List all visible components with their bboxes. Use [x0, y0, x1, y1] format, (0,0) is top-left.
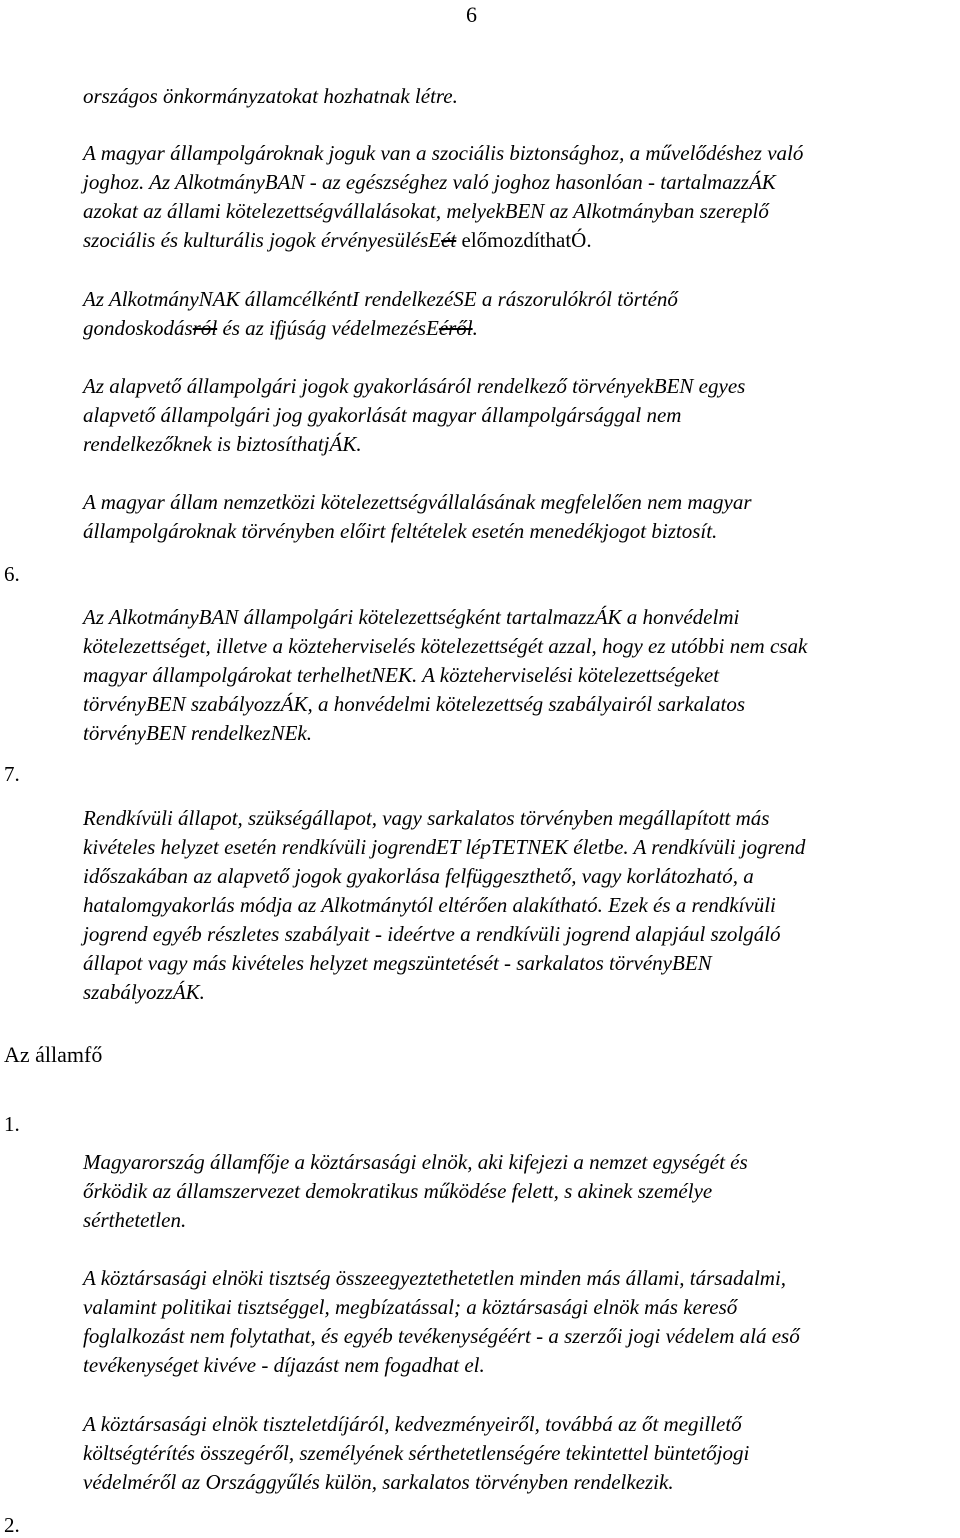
list-marker: 6.: [4, 562, 20, 586]
list-marker: 1.: [4, 1112, 20, 1136]
paragraph: A magyar állampolgároknak joguk van a szociális biztonsághoz, a művelődéshez való joghoz. Az AlkotmányBAN - az egészséghez való joghoz hasonlóan - tartalmazzÁK azokat az állami kötelezettségvállalásokat, melyekBEN az Alkotmányban szereplő szociális és kulturális jogok érvényesülésEét előmozdíthatÓ.: [83, 141, 804, 252]
paragraph: Az AlkotmányBAN állampolgári kötelezettségként tartalmazzÁK a honvédelmi kötelezettséget, illetve a közteherviselés kötelezettségét azzal, hogy ez utóbbi nem csak magyar állampolgárokat terhelhetNEK. A közteherviselési kötelezettségeket törvényBEN szabályozzÁK, a honvédelmi kötelezettség szabályairól sarkalatos törvényBEN rendelkezNEk.: [83, 605, 808, 745]
section-heading: Az államfő: [4, 1042, 103, 1067]
page-number: 6: [466, 2, 477, 27]
paragraph: országos önkormányzatokat hozhatnak létre.: [83, 84, 458, 108]
paragraph: A köztársasági elnöki tisztség összeegyeztethetetlen minden más állami, társadalmi, valamint politikai tisztséggel, megbízatással; a köztársasági elnök más kereső foglalkozást nem folytathat, és egyéb tevékenységéért - a szerzői jogi védelem alá eső tevékenységet kivéve - díjazást nem fogadhat el.: [83, 1266, 800, 1377]
paragraph: Az AlkotmányNAK államcélkéntI rendelkezéSE a rászorulókról történő gondoskodásról és az ifjúság védelmezésEéről.: [83, 287, 678, 340]
list-marker: 7.: [4, 762, 20, 786]
paragraph: A magyar állam nemzetközi kötelezettségvállalásának megfelelően nem magyar állampolgároknak törvényben előirt feltételek esetén menedékjogot biztosít.: [83, 490, 752, 543]
paragraph: Magyarország államfője a köztársasági elnök, aki kifejezi a nemzet egységét és őrködik az államszervezet demokratikus működése felett, s akinek személye sérthetetlen.: [83, 1150, 748, 1232]
list-marker: 2.: [4, 1513, 20, 1537]
paragraph: Az alapvető állampolgári jogok gyakorlásáról rendelkező törvényekBEN egyes alapvető állampolgári jog gyakorlását magyar állampolgársággal nem rendelkezőknek is biztosíthatjÁK.: [83, 374, 746, 456]
paragraph: Rendkívüli állapot, szükségállapot, vagy sarkalatos törvényben megállapított más kivételes helyzet esetén rendkívüli jogrendET lépTETNEK életbe. A rendkívüli jogrend időszakában az alapvető jogok gyakorlása felfüggeszthető, vagy korlátozható, a hatalomgyakorlás módja az Alkotmánytól eltérően alakítható. Ezek és a rendkívüli jogrend egyéb részletes szabályait - ideértve a rendkívüli jogrend alapjául szolgáló állapot vagy más kivételes helyzet megszüntetését - sarkalatos törvényBEN szabályozzÁK.: [83, 806, 806, 1004]
paragraph: A köztársasági elnök tiszteletdíjáról, kedvezményeiről, továbbá az őt megillető költségtérítés összegéről, személyének sérthetetlenségére tekintettel büntetőjogi védelméről az Országgyűlés külön, sarkalatos törvényben rendelkezik.: [83, 1412, 750, 1494]
